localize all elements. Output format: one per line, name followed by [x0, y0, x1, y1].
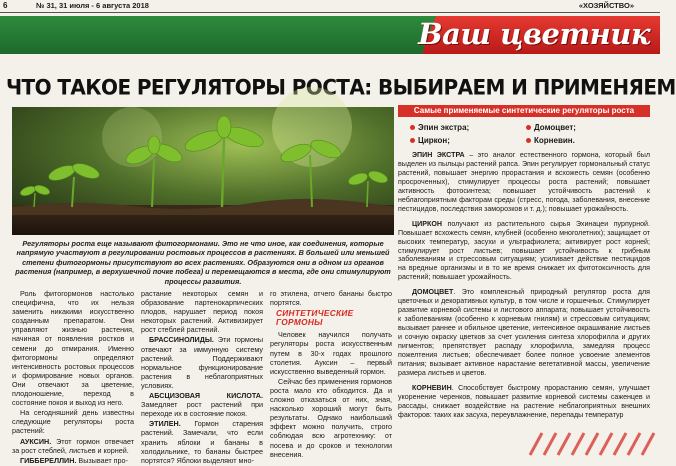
regulator-text: Замедляет рост растений при переходе их в состояние покоя.	[141, 400, 263, 419]
article-column-1	[12, 289, 134, 466]
subheading-synthetic-hormones: СИНТЕТИЧЕСКИЕ ГОРМОНЫ	[276, 308, 354, 328]
bullet-icon	[526, 125, 531, 130]
list-item	[410, 123, 469, 132]
issue-info: № 31, 31 июля - 6 августа 2018	[36, 1, 149, 10]
regulator-name: БРАССИНОЛИДЫ.	[149, 335, 214, 345]
entry-text: . Способствует быстрому прорастанию семян, улучшает укоренение черенков, повышает развитие корневой системы саженцев и рассады, снижает воздействие на растение неблагоприятных внешних факторов: таких как засуха, переувлажнение, перепады температур	[398, 383, 650, 419]
publication-name: «ХОЗЯЙСТВО»	[578, 1, 634, 10]
seedlings-photo	[12, 107, 394, 235]
entry-name: ЦИРКОН	[412, 219, 442, 228]
list-item	[526, 136, 575, 145]
bullet-icon	[410, 125, 415, 130]
sidebar-box	[398, 105, 650, 453]
sidebar-entry	[398, 151, 650, 214]
section-title: Ваш цветник	[418, 17, 650, 51]
list-item-label: Эпин экстра;	[418, 123, 470, 132]
list-item	[526, 123, 576, 132]
entry-text: . Это комплексный природный регулятор роста для цветочных и декоративных культур, в том числе и горшечных. Стимулирует развитие корневой системы и листового аппарата; повышает устойчивость к заболеваниям (особенно к корневым гнилям) и стрессовым ситуациям; вызывает раннее и обильное цветение, интенсивное окрашивание листьев и сочную окраску цветков за счет усиления синтеза хлорофилла и других пигментов; препятствует распаду хлорофилла, замедляя процесс пожелтения листьев; обеспечивает более полное усвоение элементов питания; вызывает активное нарастание вегетативной массы, увеличение размера листьев и цветов.	[398, 288, 650, 377]
page-header	[0, 0, 660, 13]
photo-caption: Регуляторы роста еще называют фитогормонами. Это не что иное, как соединения, которые напрямую участвуют в регулировании ростовых процессов в растениях. В большей или меньшей степени фитогормоны присутствуют во всех растениях. Образуются они в одном из органов растения (например, в верхушечной почке побега) и перемещаются в места, где они стимулируют процессы развития.	[15, 239, 391, 286]
regulator-name: АБСЦИЗОВАЯ КИСЛОТА.	[149, 391, 263, 401]
regulator-text: Гормон старения растений. Замечали, что если хранить яблоки и бананы в холодильнике, то бананы быстрее портятся? Яблоки выделяют мно-	[141, 419, 263, 465]
entry-name: ДОМОЦВЕТ	[412, 288, 454, 297]
entry-text: – это аналог естественного гормона, который был выделен из пыльцы растений рапса. Эпин регулирует гормональный статус растений, повышает энергию прорастания и всхожесть семян (особенно просроченных), стимулирует процессы роста растений; повышает активность фотосинтеза; повышает устойчивость растений к неблагоприятным факторам среды (стресс, погода, заболевания, внесение пестицидов, последствия заморозков и т. д.); повышает урожайность.	[398, 151, 650, 213]
paragraph: растание некоторых семян и образование партенокарпических плодов, нарушает период покоя некоторых растений. Активизирует рост стеблей растений.	[141, 289, 263, 335]
seedlings-illustration	[12, 107, 394, 235]
regulator-item	[141, 391, 263, 418]
page-number: 6	[3, 1, 8, 10]
bullet-icon	[526, 138, 531, 143]
list-item-label: Домоцвет;	[534, 123, 576, 132]
regulator-list	[398, 121, 650, 151]
entry-name: ЭПИН ЭКСТРА	[412, 151, 465, 159]
regulator-item	[12, 437, 134, 455]
list-item-label: Циркон;	[418, 136, 450, 145]
regulator-text: Вызывает про-	[78, 455, 128, 465]
article-column-2	[141, 289, 263, 466]
sidebar-entry	[398, 220, 650, 283]
paragraph: На сегодняшний день известны следующие регуляторы роста растений:	[12, 408, 134, 436]
regulator-name: АУКСИН.	[20, 436, 52, 446]
sidebar-title: Самые применяемые синтетические регуляторы роста	[398, 105, 650, 117]
sidebar-entry	[398, 384, 650, 420]
entry-name: КОРНЕВИН	[412, 383, 452, 392]
list-item-label: Корневин.	[534, 136, 575, 145]
regulator-item	[141, 335, 263, 390]
section-banner	[0, 16, 660, 54]
regulator-item	[12, 456, 134, 465]
regulator-item	[141, 419, 263, 464]
article-column-3	[270, 289, 392, 460]
paragraph: го этилена, отчего бананы быстро портятся.	[270, 289, 392, 308]
regulator-name: ГИББЕРЕЛЛИН.	[20, 455, 77, 465]
decorative-stripes-icon	[526, 433, 650, 455]
regulator-text: Этот гормон отвечает за рост стеблей, листьев и корней.	[12, 436, 134, 455]
regulator-text: Эти гормоны отвечают за иммунную систему растений. Поддерживают нормальное функционирование растения в неблагоприятных условиях.	[141, 335, 263, 390]
list-item	[410, 136, 450, 145]
article-headline: ЧТО ТАКОЕ РЕГУЛЯТОРЫ РОСТА: ВЫБИРАЕМ И ПРИМЕНЯЕМ	[6, 74, 676, 100]
regulator-name: ЭТИЛЕН.	[149, 419, 181, 429]
paragraph: Человек научился получать регуляторы роста искусственным путем в 30-х годах прошлого столетия. Ауксин – первый искусственно выведенный гормон.	[270, 330, 392, 376]
sidebar-entry	[398, 288, 650, 378]
entry-text: получают из растительного сырья Эхинацеи пурпурной. Повышает всхожесть семян, клубней (особенно многолетних); защищает от высоких температур, засухи и ультрафиолета; активирует рост корней; стимулирует рост листьев; повышает устойчивость к грибным заболеваниям и стрессовым ситуациям; усиливает действие пестицидов на вредные организмы и в то же время снижает их фитотоксичность для растений; повышает урожайность.	[398, 219, 650, 282]
paragraph: Роль фитогормонов настолько специфична, что их нельзя заменить никакими искусственно созданным препаратом. Они управляют жизнью растения, начиная от появления ростков и семени до отмирания. Именно фитогормоны определяют интенсивность ростовых процессов и формирование новых органов. Они отвечают за цветение, плодоношение, переход в состояние покоя и выход из него.	[12, 289, 134, 408]
article-body	[12, 289, 394, 465]
bullet-icon	[410, 138, 415, 143]
paragraph: Сейчас без применения гормонов роста мало кто обходится. Да и сложно отказаться от них, зная, насколько хороший могут быть результаты. Однако наибольший эффект можно получить, строго соблюдая всю агротехнику: от посева и до сроков и технологии внесения.	[270, 376, 392, 459]
